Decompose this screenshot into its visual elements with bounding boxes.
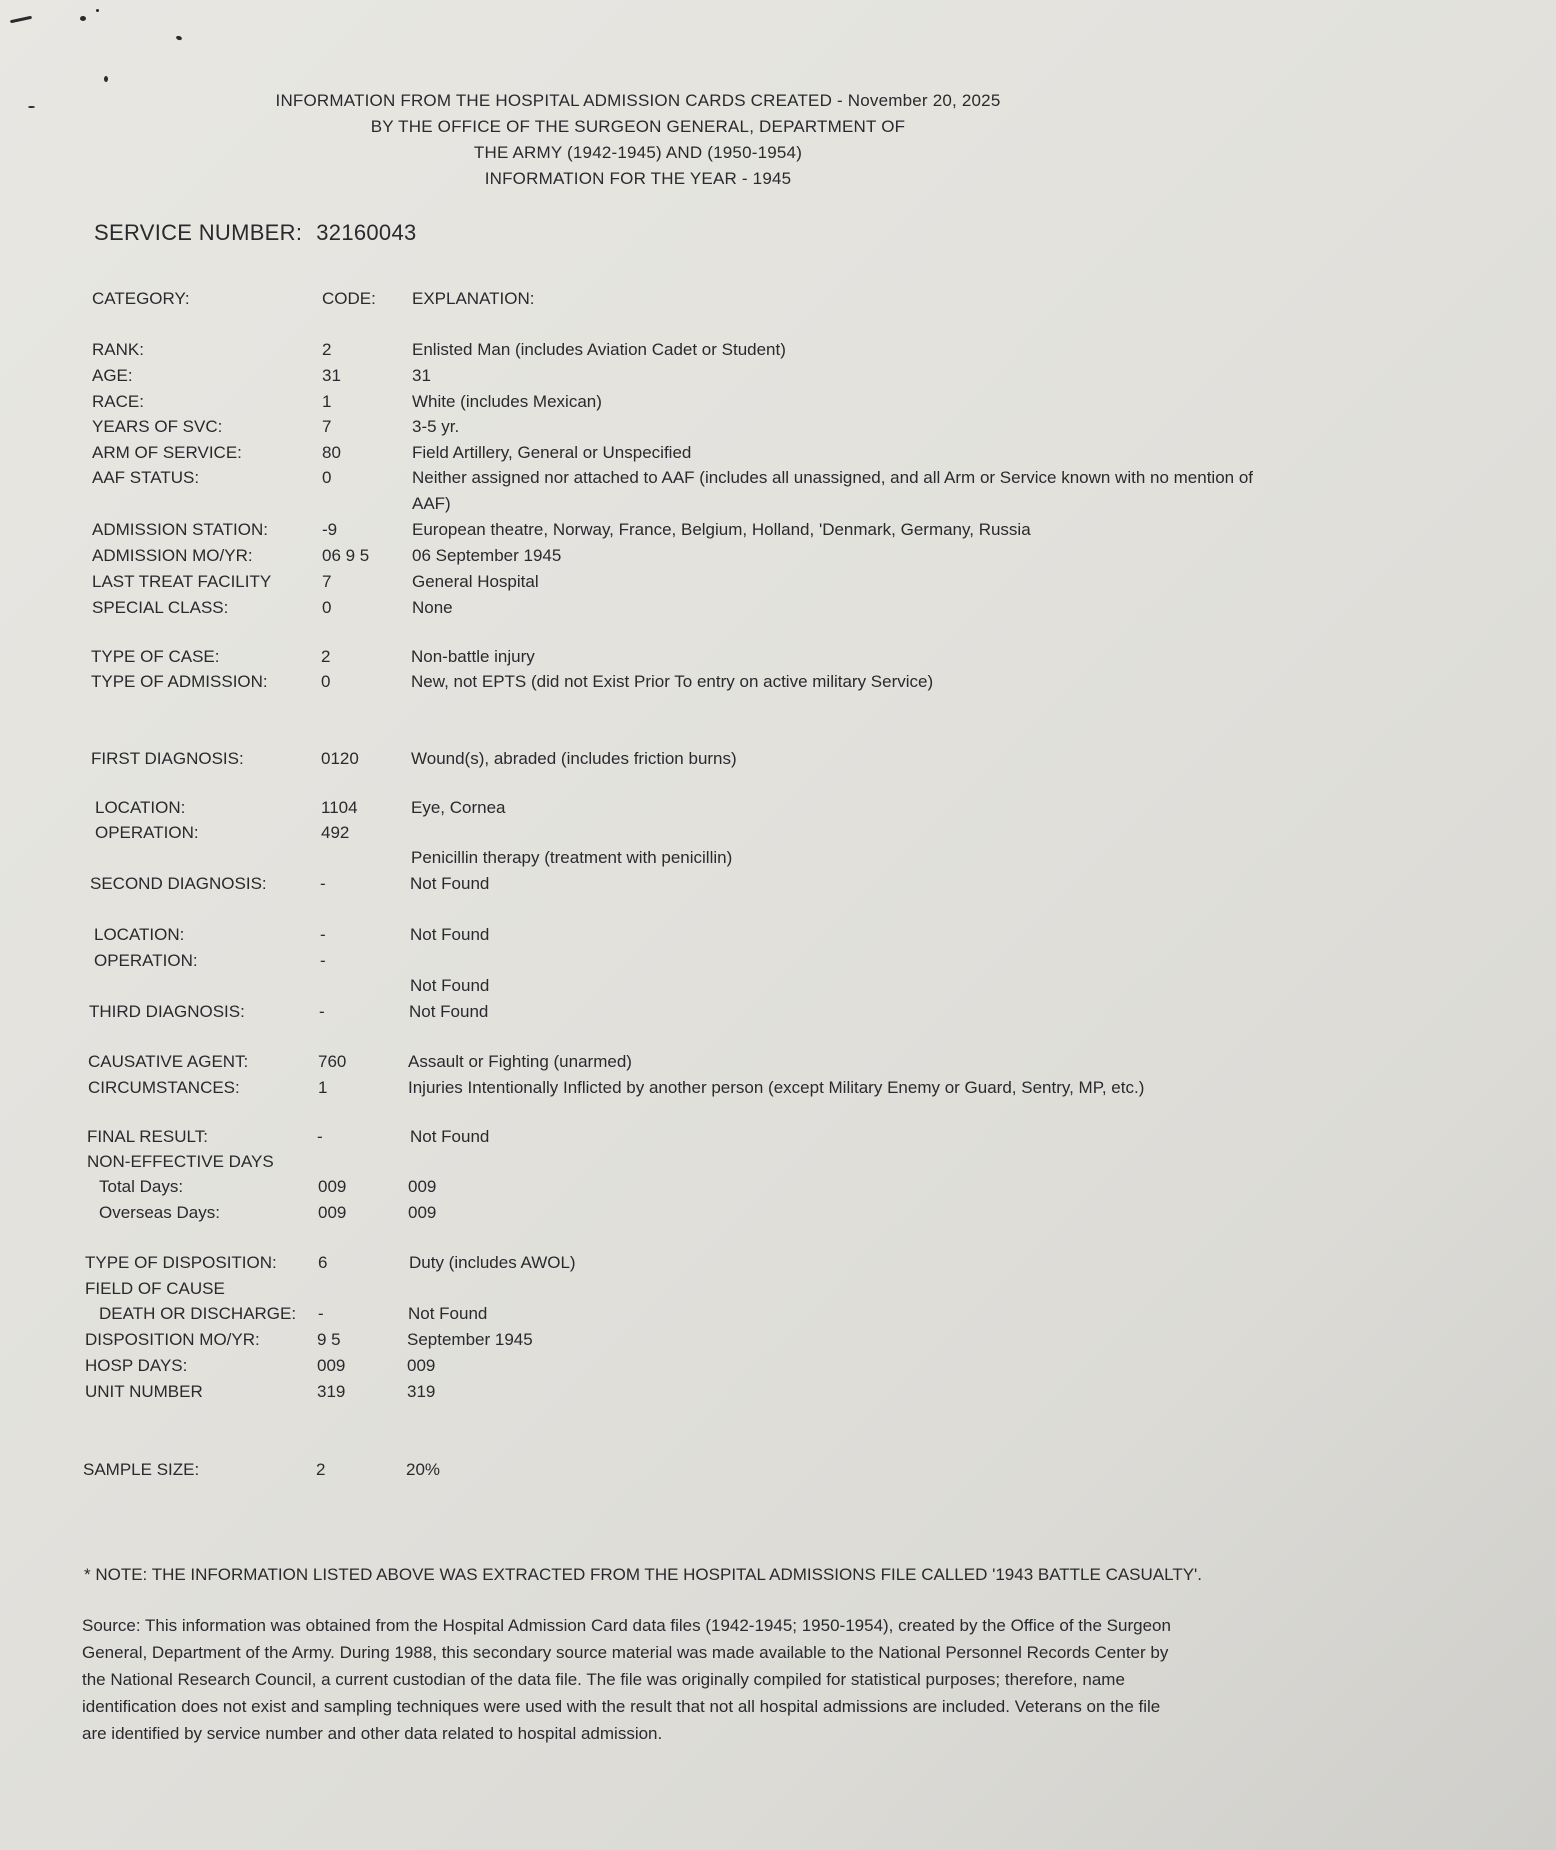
row-explanation: New, not EPTS (did not Exist Prior To entry on active military Service) — [411, 672, 934, 691]
row-label: SECOND DIAGNOSIS: — [90, 874, 267, 893]
row-label: THIRD DIAGNOSIS: — [89, 1002, 245, 1021]
row-explanation: Field Artillery, General or Unspecified — [412, 443, 692, 462]
row-code: 06 9 5 — [322, 546, 370, 565]
service-number-value: 32160043 — [316, 220, 417, 245]
row-label: AAF STATUS: — [92, 468, 200, 487]
row-code: 2 — [316, 1460, 326, 1479]
service-number — [94, 220, 417, 246]
header-line-2: BY THE OFFICE OF THE SURGEON GENERAL, DEPARTMENT OF — [370, 117, 906, 136]
row-code: 0 — [322, 468, 332, 487]
row-code: - — [320, 925, 326, 944]
row-label: LAST TREAT FACILITY — [92, 572, 272, 591]
row-code: 80 — [322, 443, 341, 462]
row-code: 7 — [322, 572, 332, 591]
row-explanation: 3-5 yr. — [412, 417, 460, 436]
row-code: 1 — [318, 1078, 328, 1097]
row-explanation: European theatre, Norway, France, Belgium, Holland, 'Denmark, Germany, Russia — [412, 520, 1031, 539]
row-label: TYPE OF ADMISSION: — [91, 672, 268, 691]
row-code: 2 — [321, 647, 331, 666]
header-line-1: INFORMATION FROM THE HOSPITAL ADMISSION CARDS CREATED - November 20, 2025 — [275, 91, 1001, 110]
column-header-category: CATEGORY: — [92, 289, 190, 308]
row-explanation: White (includes Mexican) — [412, 392, 602, 411]
row-label: ARM OF SERVICE: — [92, 443, 242, 462]
row-explanation: Enlisted Man (includes Aviation Cadet or Student) — [412, 340, 786, 359]
ink-speck — [175, 35, 182, 41]
row-explanation: Wound(s), abraded (includes friction burns) — [411, 749, 737, 768]
row-label: SPECIAL CLASS: — [92, 598, 229, 617]
row-code: -9 — [322, 520, 338, 539]
row-explanation: Not Found — [410, 925, 490, 944]
row-explanation: Duty (includes AWOL) — [409, 1253, 576, 1272]
row-code: 9 5 — [317, 1330, 341, 1349]
row-explanation: Eye, Cornea — [411, 798, 506, 817]
row-code: 319 — [317, 1382, 346, 1401]
row-explanation: Assault or Fighting (unarmed) — [408, 1052, 632, 1071]
service-number-label: SERVICE NUMBER: — [94, 220, 303, 245]
row-label: ADMISSION MO/YR: — [92, 546, 253, 565]
row-explanation: Penicillin therapy (treatment with penicillin) — [411, 848, 733, 867]
column-header-explanation: EXPLANATION: — [412, 289, 535, 308]
row-label: RANK: — [92, 340, 144, 359]
document-header — [0, 88, 1276, 192]
row-explanation: Not Found — [408, 1304, 488, 1323]
row-code: 760 — [318, 1052, 347, 1071]
row-label: Overseas Days: — [99, 1203, 220, 1222]
row-code: 31 — [322, 366, 341, 385]
row-code: - — [318, 1304, 324, 1323]
row-label: OPERATION: — [94, 951, 198, 970]
row-code: 2 — [322, 340, 332, 359]
row-code: 1104 — [321, 798, 358, 817]
row-code: - — [320, 874, 326, 893]
row-explanation: 06 September 1945 — [412, 546, 562, 565]
row-label: HOSP DAYS: — [85, 1356, 188, 1375]
row-label: FIRST DIAGNOSIS: — [91, 749, 244, 768]
ink-speck — [10, 16, 32, 24]
row-label: Total Days: — [99, 1177, 184, 1196]
row-explanation: None — [412, 598, 453, 617]
row-explanation: Neither assigned nor attached to AAF (includes all unassigned, and all Arm or Service known with no mention of AAF) — [412, 468, 1254, 513]
row-explanation: 31 — [412, 366, 431, 385]
row-explanation: 319 — [407, 1382, 436, 1401]
row-label: DEATH OR DISCHARGE: — [99, 1304, 297, 1323]
row-label: SAMPLE SIZE: — [83, 1460, 200, 1479]
row-code: 6 — [318, 1253, 328, 1272]
header-line-3: THE ARMY (1942-1945) AND (1950-1954) — [473, 143, 803, 162]
row-label: LOCATION: — [94, 925, 185, 944]
row-explanation: 009 — [408, 1177, 437, 1196]
row-label: FINAL RESULT: — [87, 1127, 208, 1146]
row-label: LOCATION: — [95, 798, 186, 817]
row-explanation: September 1945 — [407, 1330, 533, 1349]
row-explanation: 20% — [406, 1460, 441, 1479]
row-code: 0 — [321, 672, 331, 691]
row-code: 009 — [317, 1356, 346, 1375]
ink-speck — [96, 9, 99, 12]
row-explanation: 009 — [407, 1356, 436, 1375]
row-code: - — [317, 1127, 323, 1146]
row-code: 009 — [318, 1203, 347, 1222]
row-code: - — [320, 951, 326, 970]
row-label: TYPE OF CASE: — [91, 647, 220, 666]
row-label: OPERATION: — [95, 823, 199, 842]
row-label: FIELD OF CAUSE — [85, 1279, 225, 1298]
row-code: 0 — [322, 598, 332, 617]
row-explanation: 009 — [408, 1203, 437, 1222]
row-explanation: Not Found — [410, 1127, 490, 1146]
ink-speck — [80, 16, 86, 21]
row-label: UNIT NUMBER — [85, 1382, 203, 1401]
header-line-4: INFORMATION FOR THE YEAR - 1945 — [484, 169, 792, 188]
row-label: DISPOSITION MO/YR: — [85, 1330, 260, 1349]
row-explanation: Not Found — [409, 1002, 489, 1021]
row-code: 1 — [322, 392, 332, 411]
row-label: CIRCUMSTANCES: — [88, 1078, 240, 1097]
row-code: 0120 — [321, 749, 359, 768]
row-explanation: Not Found — [410, 976, 490, 995]
row-code: 492 — [321, 823, 350, 842]
row-label: RACE: — [92, 392, 144, 411]
row-code: 009 — [318, 1177, 347, 1196]
row-explanation: Non-battle injury — [411, 647, 535, 666]
column-header-code: CODE: — [322, 289, 376, 308]
row-explanation: Injuries Intentionally Inflicted by another person (except Military Enemy or Guard, Sentry, MP, etc.) — [408, 1078, 1145, 1097]
ink-speck — [104, 76, 108, 82]
row-code: - — [319, 1002, 325, 1021]
row-explanation: General Hospital — [412, 572, 539, 591]
extraction-note: * NOTE: THE INFORMATION LISTED ABOVE WAS EXTRACTED FROM THE HOSPITAL ADMISSIONS FILE CALLED '1943 BATTLE CASUALTY'. — [84, 1565, 1203, 1584]
row-code: 7 — [322, 417, 332, 436]
row-label: YEARS OF SVC: — [92, 417, 223, 436]
source-paragraph: Source: This information was obtained from the Hospital Admission Card data files (1942-1945; 1950-1954), created by the Office of the Surgeon General, Department of the Army. During 1988, this secondary source material was made available to the National Personnel Records Center by the National Research Council, a current custodian of the data file. The file was originally compiled for statistical purposes; therefore, name identification does not exist and sampling techniques were used with the result that not all hospital admissions are included. Veterans on the file are identified by service number and other data related to hospital admission. — [82, 1616, 1171, 1743]
row-explanation: Not Found — [410, 874, 490, 893]
row-label: CAUSATIVE AGENT: — [88, 1052, 249, 1071]
row-label: ADMISSION STATION: — [92, 520, 268, 539]
row-label: TYPE OF DISPOSITION: — [85, 1253, 277, 1272]
row-label: NON-EFFECTIVE DAYS — [87, 1152, 274, 1171]
row-label: AGE: — [92, 366, 133, 385]
